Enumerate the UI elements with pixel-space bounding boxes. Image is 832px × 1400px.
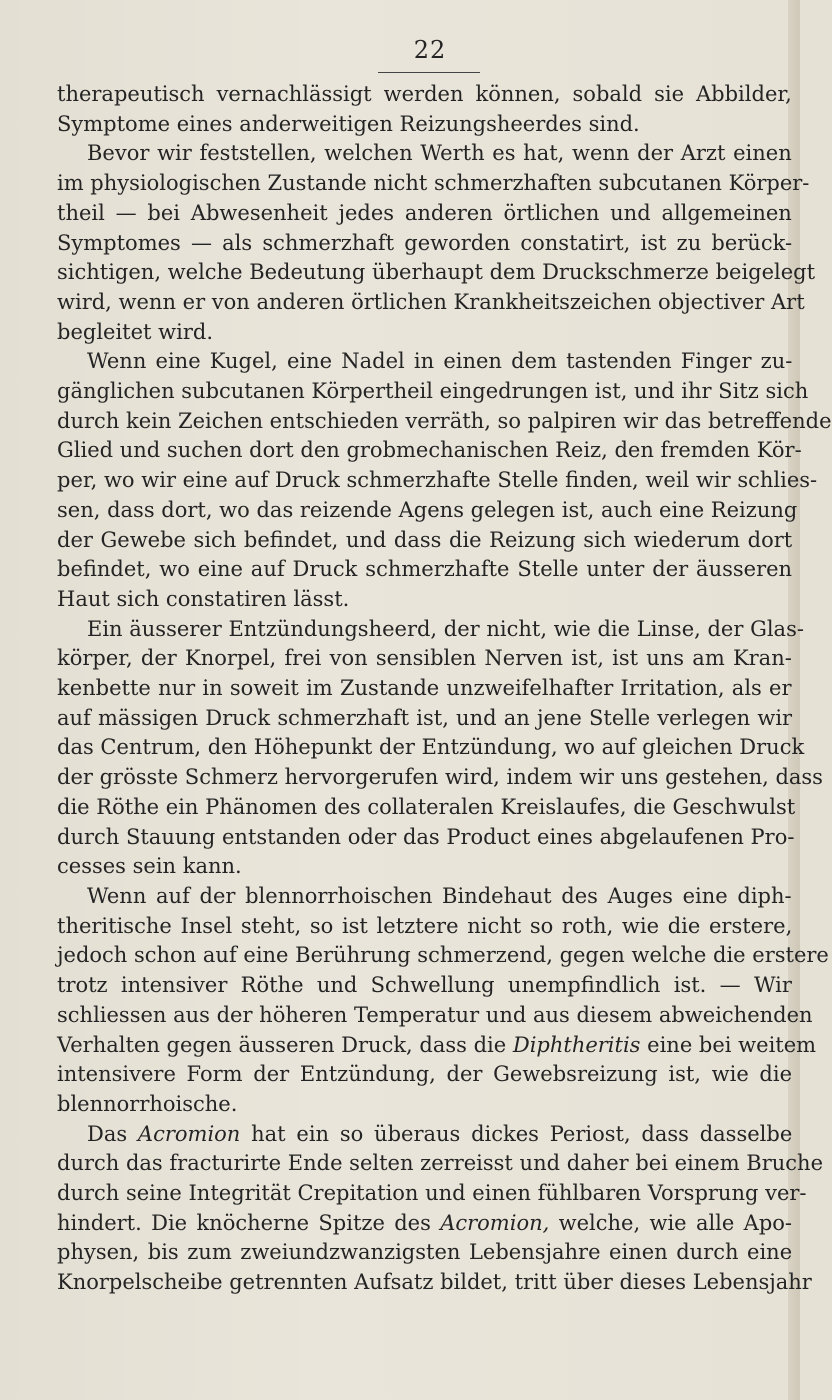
text-line <box>57 971 792 1001</box>
text-run: Symptomes — als schmerzhaft geworden constatirt, ist zu berück- <box>57 230 793 255</box>
text-run: wird, wenn er von anderen örtlichen Krankheitszeichen objectiver Art <box>57 289 805 314</box>
text-line <box>57 436 802 466</box>
text-run: durch das fracturirte Ende selten zerreisst und daher bei einem Bruche <box>57 1151 823 1176</box>
text-run: der Gewebe sich befindet, und dass die Reizung sich wiederum dort <box>57 527 793 552</box>
text-line <box>57 318 792 348</box>
text-run: trotz intensiver Röthe und Schwellung unempfindlich ist. — Wir <box>57 973 792 998</box>
text-line <box>57 555 792 585</box>
text-run: der grösste Schmerz hervorgerufen wird, indem wir uns gestehen, dass <box>57 765 823 790</box>
text-line <box>57 1149 823 1179</box>
text-run: eine bei weitem <box>640 1032 817 1057</box>
text-run: Symptome eines anderweitigen Reizungsheerdes sind. <box>57 111 640 136</box>
text-run: schliessen aus der höheren Temperatur und aus diesem abweichenden <box>57 1002 813 1027</box>
text-line <box>57 466 818 496</box>
text-run: blennorrhoische. <box>57 1091 238 1116</box>
text-run: welche, wie alle Apo- <box>549 1210 793 1235</box>
text-run: Haut sich constatiren lässt. <box>57 586 350 611</box>
text-line <box>57 496 798 526</box>
text-run: körper, der Knorpel, frei von sensiblen Nerven ist, ist uns am Kran- <box>57 646 792 671</box>
text-line <box>57 110 792 140</box>
text-run: Glied und suchen dort den grobmechanischen Reiz, den fremden Kör- <box>57 438 802 463</box>
text-run: therapeutisch vernachlässigt werden können, sobald sie Abbilder, <box>57 82 792 106</box>
text-run: theritische Insel steht, so ist letztere nicht so roth, wie die erstere, <box>57 913 793 938</box>
text-line <box>57 585 792 615</box>
text-run: Ein äusserer Entzündungsheerd, der nicht, wie die Linse, der Glas- <box>87 616 804 641</box>
text-line <box>57 852 792 882</box>
text-run: theil — bei Abwesenheit jedes anderen örtlichen und allgemeinen <box>57 200 792 225</box>
text-run: physen, bis zum zweiundzwanzigsten Lebensjahre einen durch eine <box>57 1240 793 1265</box>
text-run: Verhalten gegen äusseren Druck, dass die <box>57 1032 513 1057</box>
text-line <box>57 1238 792 1268</box>
italic-term: Diphtheritis <box>512 1032 641 1057</box>
text-line <box>57 1001 813 1031</box>
text-line <box>57 793 796 823</box>
text-run: Knorpelscheibe getrennten Aufsatz bildet, tritt über dieses Lebensjahr <box>57 1270 812 1295</box>
text-run: das Centrum, den Höhepunkt der Entzündung, wo auf gleichen Druck <box>57 735 805 760</box>
text-line <box>57 139 792 169</box>
text-line <box>57 1268 812 1298</box>
text-line <box>57 80 792 110</box>
text-line <box>57 1031 817 1061</box>
italic-term: Acromion, <box>440 1210 550 1235</box>
text-line <box>57 1090 792 1120</box>
text-run: hat ein so überaus dickes Periost, dass dasselbe <box>240 1121 793 1146</box>
text-line <box>57 615 804 645</box>
text-run: Wenn auf der blennorrhoischen Bindehaut des Auges eine diph- <box>87 883 792 908</box>
text-run: die Röthe ein Phänomen des collateralen Kreislaufes, die Geschwulst <box>57 794 796 819</box>
text-run: Das <box>87 1121 138 1146</box>
text-run: durch Stauung entstanden oder das Product eines abgelaufenen Pro- <box>57 824 795 849</box>
text-run: jedoch schon auf eine Berührung schmerzend, gegen welche die erstere <box>57 943 829 968</box>
italic-term: Acromion <box>137 1121 241 1146</box>
header-rule <box>378 72 480 73</box>
text-line <box>57 941 829 971</box>
text-run: im physiologischen Zustande nicht schmerzhaften subcutanen Körper- <box>57 171 810 196</box>
text-line <box>57 347 792 377</box>
text-line <box>57 229 792 259</box>
text-line <box>57 882 792 912</box>
text-run: begleitet wird. <box>57 319 214 344</box>
text-line <box>57 1120 792 1150</box>
text-line <box>57 823 795 853</box>
text-run: gänglichen subcutanen Körpertheil eingedrungen ist, und ihr Sitz sich <box>57 379 809 404</box>
text-line <box>57 526 792 556</box>
text-line <box>57 704 792 734</box>
text-run: Wenn eine Kugel, eine Nadel in einen dem tastenden Finger zu- <box>87 349 793 374</box>
text-line <box>57 912 792 942</box>
text-run: durch seine Integrität Crepitation und einen fühlbaren Vorsprung ver- <box>57 1181 807 1206</box>
text-run: per, wo wir eine auf Druck schmerzhafte Stelle finden, weil wir schlies- <box>57 468 818 493</box>
text-run: hindert. Die knöcherne Spitze des <box>57 1210 441 1235</box>
body-text <box>57 80 832 1298</box>
text-line <box>57 407 832 437</box>
text-line <box>57 1209 792 1239</box>
text-run: sichtigen, welche Bedeutung überhaupt dem Druckschmerze beigelegt <box>57 260 816 285</box>
text-run: durch kein Zeichen entschieden verräth, so palpiren wir das betreffende <box>57 408 832 433</box>
text-line <box>57 377 809 407</box>
text-run: befindet, wo eine auf Druck schmerzhafte Stelle unter der äusseren <box>57 557 793 582</box>
text-run: Bevor wir feststellen, welchen Werth es hat, wenn der Arzt einen <box>87 141 792 166</box>
text-line <box>57 1060 792 1090</box>
text-line <box>57 763 823 793</box>
text-line <box>57 733 805 763</box>
page-number: 22 <box>413 36 447 64</box>
text-run: sen, dass dort, wo das reizende Agens gelegen ist, auch eine Reizung <box>57 497 798 522</box>
text-line <box>57 169 810 199</box>
text-line <box>57 288 805 318</box>
text-run: intensivere Form der Entzündung, der Gewebsreizung ist, wie die <box>57 1062 793 1087</box>
text-line <box>57 1179 807 1209</box>
text-line <box>57 258 816 288</box>
text-line <box>57 674 792 704</box>
text-run: auf mässigen Druck schmerzhaft ist, und an jene Stelle verlegen wir <box>57 705 793 730</box>
text-run: cesses sein kann. <box>57 854 242 879</box>
text-line <box>57 199 792 229</box>
text-run: kenbette nur in soweit im Zustande unzweifelhafter Irritation, als er <box>57 676 792 701</box>
text-line <box>57 644 792 674</box>
